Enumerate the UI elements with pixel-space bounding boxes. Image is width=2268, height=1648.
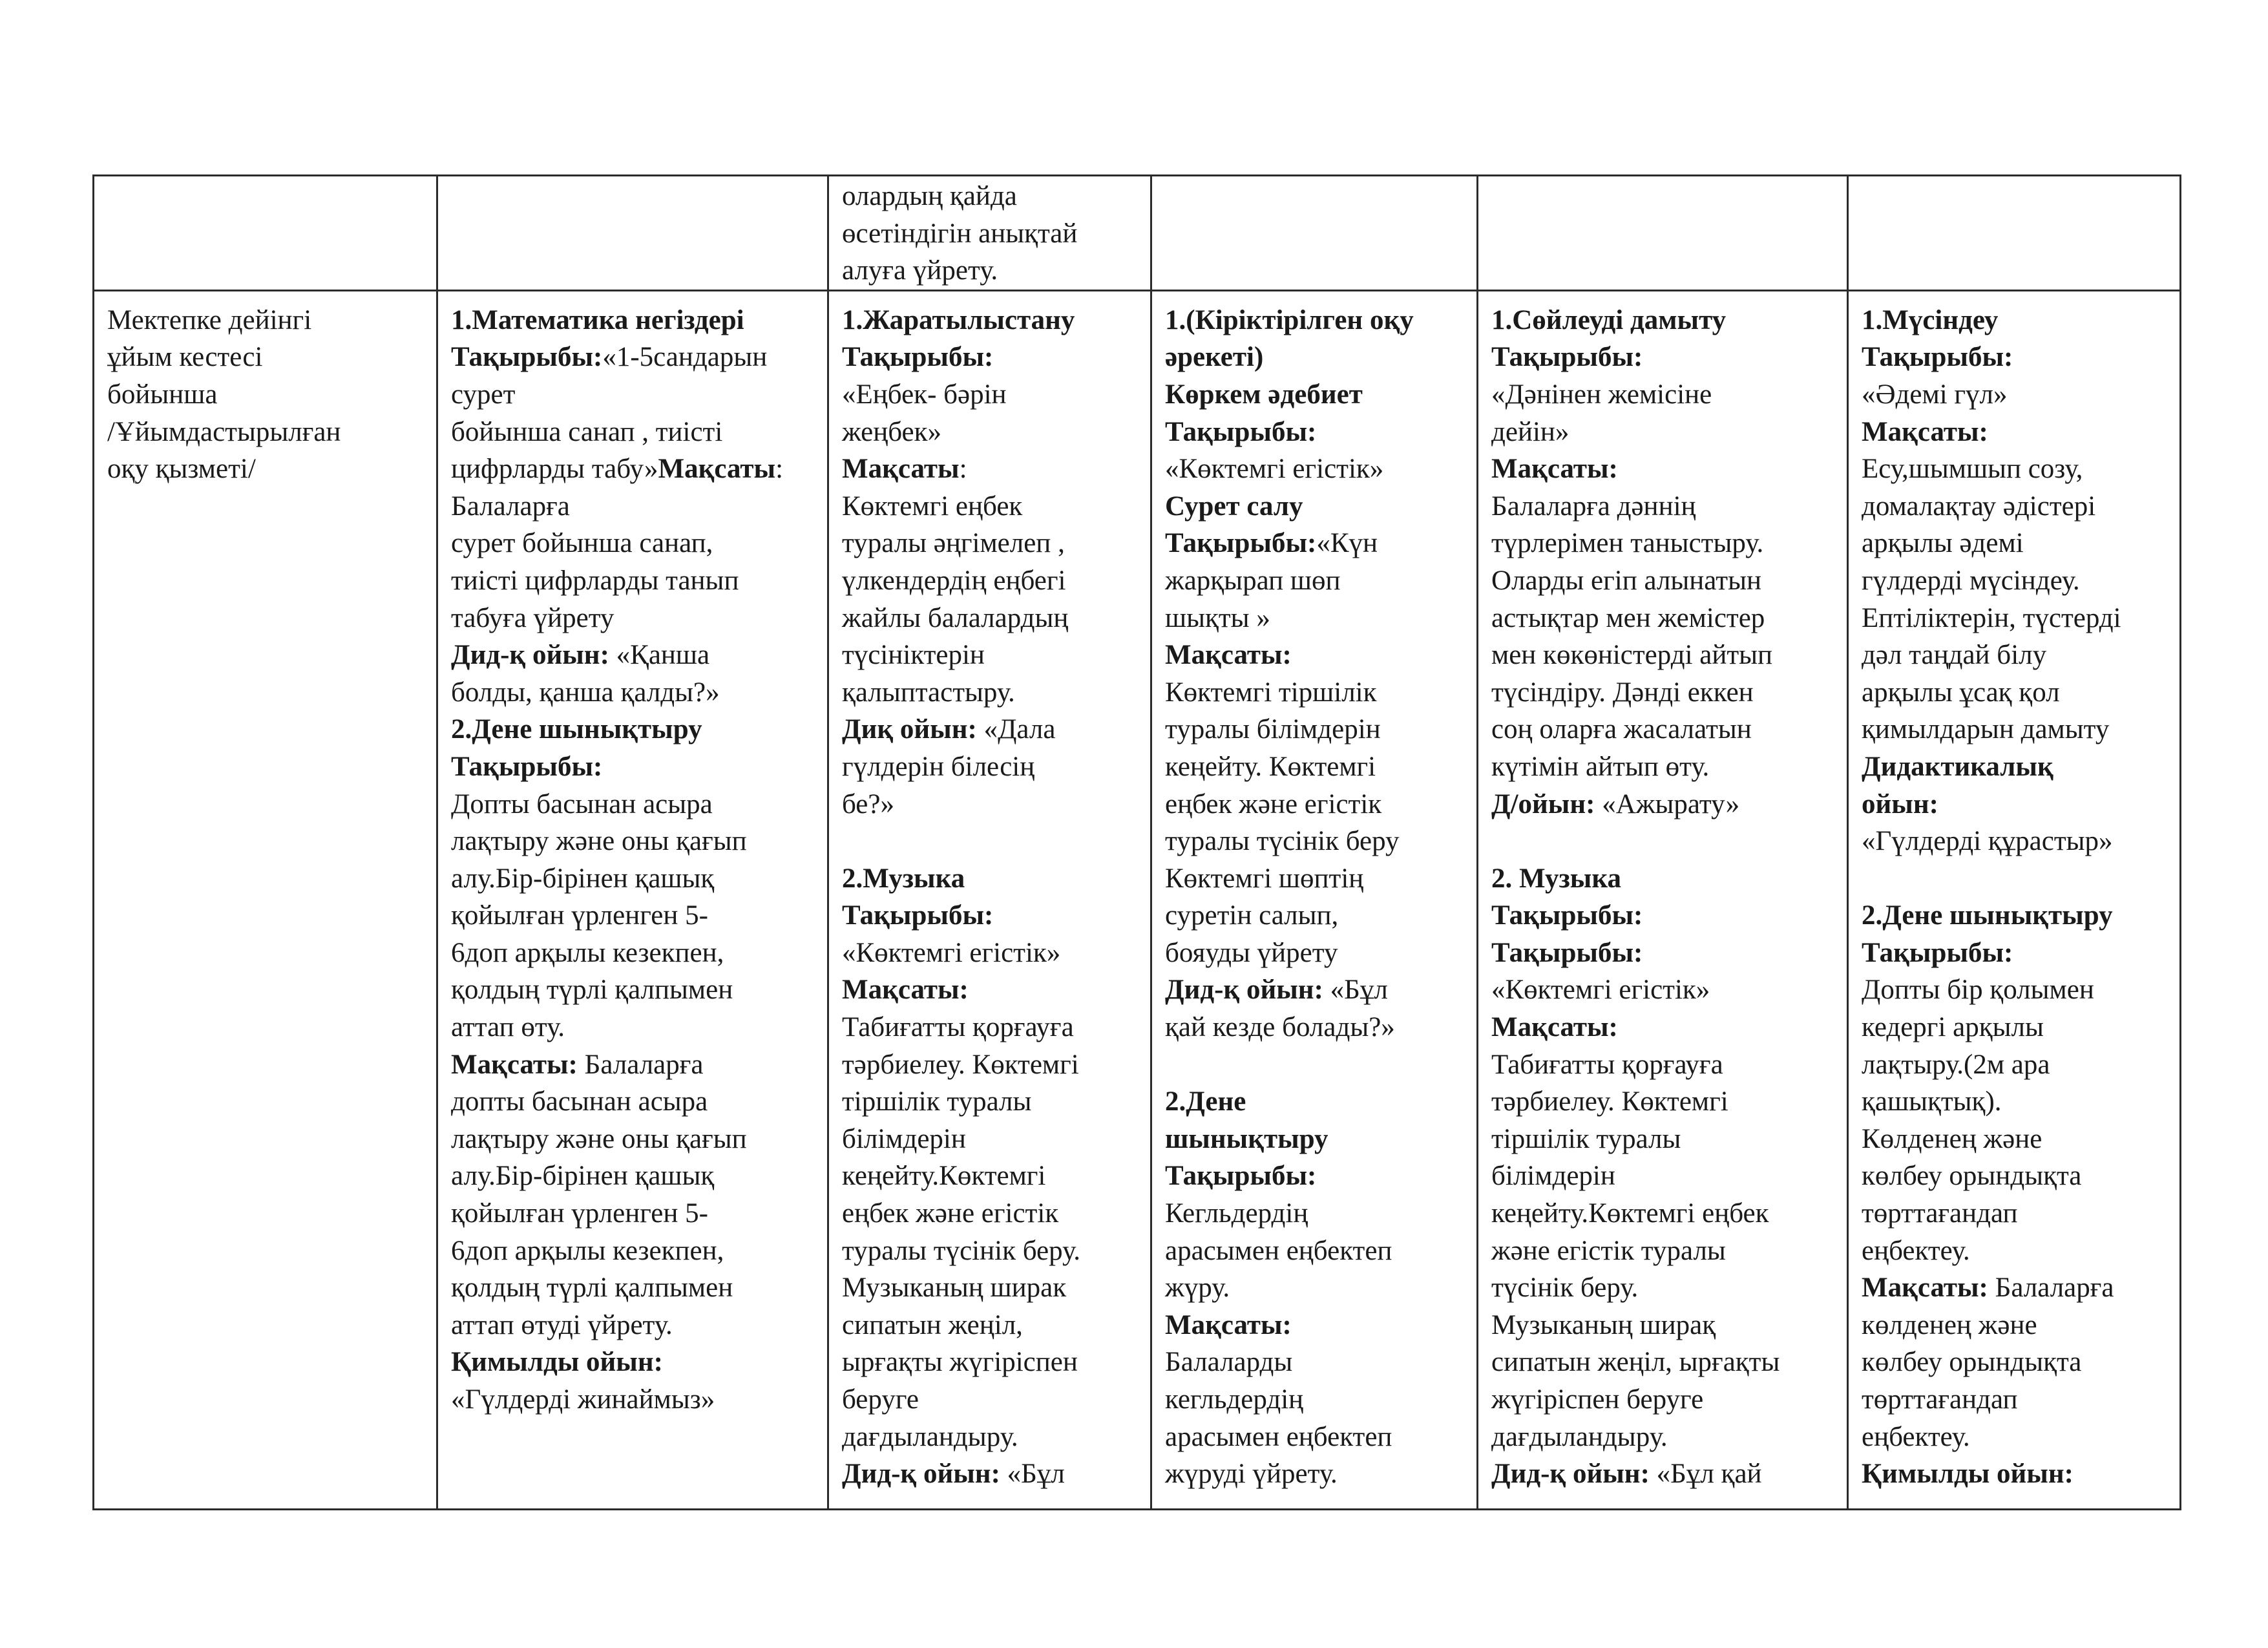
wednesday-activities-cell [1151, 290, 1478, 1509]
cell-heading-text: 1.(Кіріктірілген оқу әрекеті) Көркем әдебиет Тақырыбы: [1165, 304, 1414, 447]
cell-body-text: Табиғатты қорғауға тәрбиелеу. Көктемгі тіршілік туралы білімдерін кеңейту.Көктемгі еңбек және егістік туралы түсінік беру. Музыканың ширақ сипатын жеңіл, ырғақты жүгіріспен беруге дағдыландыру. [1491, 1049, 1780, 1452]
cell-body-text: Балаларға допты басынан асыра лақтыру және оны қағып алу.Бір-бірінен қашық қойылған үрленген 5- 6доп арқылы кезекпен, қолдың түрлі қалпымен аттап өтуді үйрету. [451, 1049, 747, 1340]
cell-heading-text: Қимылды ойын: [1862, 1459, 2074, 1490]
cell-heading-text: 2. Музыка Тақырыбы: Тақырыбы: [1491, 863, 1643, 968]
cell-heading-text: Д/ойын: [1491, 788, 1595, 819]
cell-heading-text: Мақсаты: [451, 1049, 578, 1080]
cell-body-text: «Дәнінен жемісіне дейін» [1491, 379, 1712, 447]
cell-body-text: «Гүлдерді құрастыр» [1862, 826, 2113, 857]
cell-heading-text: Мақсаты: [842, 975, 969, 1006]
cell-heading-text: Дид-қ ойын: [1491, 1459, 1650, 1490]
cell-body-text: Есу,шымшып созу, домалақтау әдістері арқылы әдемі гүлдерді мүсіндеу. Ептіліктерін, түстерді дәл таңдай білу арқылы ұсақ қол қимылдарын дамыту [1862, 454, 2121, 745]
cell-body-text: Допты бір қолымен кедергі арқылы лақтыру.(2м ара қашықтық). Көлденең және көлбеу орындықта төрттағандап еңбектеу. [1862, 975, 2094, 1266]
cell-heading-text: 2.Дене шынықтыру Тақырыбы: [1165, 1086, 1328, 1192]
cell-heading-text: 1.Сөйлеуді дамыту Тақырыбы: [1491, 304, 1727, 373]
table-row-continuation [94, 176, 2181, 291]
cell-body-text: Көктемгі тіршілік туралы білімдерін кеңейту. Көктемгі еңбек және егістік туралы түсінік беру Көктемгі шөптің суретін салып, бояуды үйрету [1165, 677, 1400, 968]
friday-activities-cell [1848, 290, 2181, 1509]
cell-wednesday-top [1151, 176, 1478, 291]
cell-tuesday-top: олардың қайда өсетіндігін анықтай алуға үйрету. [828, 176, 1151, 291]
cell-heading-text: Мақсаты: [1491, 1012, 1618, 1043]
tuesday-activities-cell [828, 290, 1151, 1509]
cell-body-text: «Көктемгі егістік» [842, 937, 1061, 968]
cell-body-text: Балаларды кегльдердің арасымен еңбектеп жүруді үйрету. [1165, 1347, 1392, 1490]
cell-heading-text: 1.Математика негіздері Тақырыбы: [451, 304, 744, 373]
cell-monday-top [437, 176, 828, 291]
cell-heading-text: 1.Мүсіндеу Тақырыбы: [1862, 304, 2013, 373]
thursday-activities-cell [1478, 290, 1848, 1509]
cell-heading-text: Мақсаты: [1491, 454, 1618, 485]
cell-body-text: «Дала гүлдерін білесің бе?» [842, 714, 1056, 819]
cell-body-text: «Көктемгі егістік» [1491, 975, 1710, 1006]
cell-heading-text: Мақсаты [842, 454, 960, 485]
cell-heading-text: 1.Жаратылыстану Тақырыбы: [842, 304, 1075, 373]
cell-heading-text: Сурет салу Тақырыбы: [1165, 491, 1317, 559]
cell-body-text: «Қанша болды, қанша қалды?» [451, 640, 720, 708]
lesson-plan-table [92, 174, 2181, 1510]
cell-body-text: Табиғатты қорғауға тәрбиелеу. Көктемгі тіршілік туралы білімдерін кеңейту.Көктемгі еңбек және егістік туралы түсінік беру. Музыканың ширак сипатын жеңіл, ырғақты жүгіріспен беруге дағдыландыру. [842, 1012, 1080, 1452]
cell-heading-text: Дид-қ ойын: [451, 640, 609, 671]
cell-heading-text: Диқ ойын: [842, 714, 977, 745]
cell-body-text: «1-5сандарын сурет бойынша санап , тиісті цифрларды табу» [451, 342, 768, 485]
cell-body-text: «Көктемгі егістік» [1165, 454, 1384, 485]
cell-heading-text: Мақсаты [658, 454, 776, 485]
cell-thursday-top [1478, 176, 1848, 291]
table-row-organized-activity [94, 290, 2181, 1509]
cell-body-text: Балаларға көлденең және көлбеу орындықта төрттағандап еңбектеу. [1862, 1273, 2114, 1452]
cell-heading-text: 2.Музыка Тақырыбы: [842, 863, 994, 931]
cell-body-text: «Гүлдерді жинаймыз» [451, 1384, 715, 1415]
cell-body-text: «Ажырату» [1602, 788, 1740, 819]
cell-heading-text: Дидактикалық ойын: [1862, 751, 2053, 819]
cell-heading-text: 2.Дене шынықтыру Тақырыбы: [1862, 900, 2113, 968]
cell-heading-text: Мақсаты: [1165, 1309, 1292, 1340]
cell-body-text: : Балаларға сурет бойынша санап, тиісті цифрларды танып табуға үйрету [451, 454, 784, 633]
cell-friday-top [1848, 176, 2181, 291]
cell-heading-text: Мақсаты: [1862, 1273, 1988, 1304]
cell-body-text: Допты басынан асыра лақтыру және оны қағып алу.Бір-бірінен қашық қойылған үрленген 5- 6доп арқылы кезекпен, қолдың түрлі қалпымен аттап өту. [451, 788, 747, 1043]
cell-body-text: «Еңбек- бәрін жеңбек» [842, 379, 1007, 447]
row-label-cell: Мектепке дейінгі ұйым кестесі бойынша /Ұйымдастырылған оқу қызметі/ [94, 290, 437, 1509]
cell-heading-text: Дид-қ ойын: [842, 1459, 1000, 1490]
cell-body-text: «Бұл [1000, 1459, 1065, 1490]
cell-heading-text: Қимылды ойын: [451, 1347, 663, 1378]
cell-body-text: : Көктемгі еңбек туралы әңгімелеп , үлкендердің еңбегі жайлы балалардың түсініктерін қалыптастыру. [842, 454, 1069, 708]
cell-body-text: «Бұл қай [1649, 1459, 1762, 1490]
cell-body-text: Балаларға дәннің түрлерімен таныстыру. Оларды егіп алынатын астықтар мен жемістер мен көкөністерді айтып түсіндіру. Дәнді еккен соң оларға жасалатын күтімін айтып өту. [1491, 491, 1773, 782]
cell-heading-text: Мақсаты: [1165, 640, 1292, 671]
cell-body-text: «Әдемі гүл» [1862, 379, 2008, 410]
cell-heading-text: 2.Дене шынықтыру Тақырыбы: [451, 714, 702, 782]
monday-activities-cell [437, 290, 828, 1509]
cell-heading-text: Дид-қ ойын: [1165, 975, 1323, 1006]
cell-body-text: «Күн жарқырап шөп шықты » [1165, 528, 1378, 633]
cell-label-top [94, 176, 437, 291]
cell-body-text: Кегльдердің арасымен еңбектеп жүру. [1165, 1198, 1392, 1304]
cell-heading-text: Мақсаты: [1862, 416, 1988, 447]
cell-body-text: «Бұл қай кезде болады?» [1165, 975, 1395, 1043]
